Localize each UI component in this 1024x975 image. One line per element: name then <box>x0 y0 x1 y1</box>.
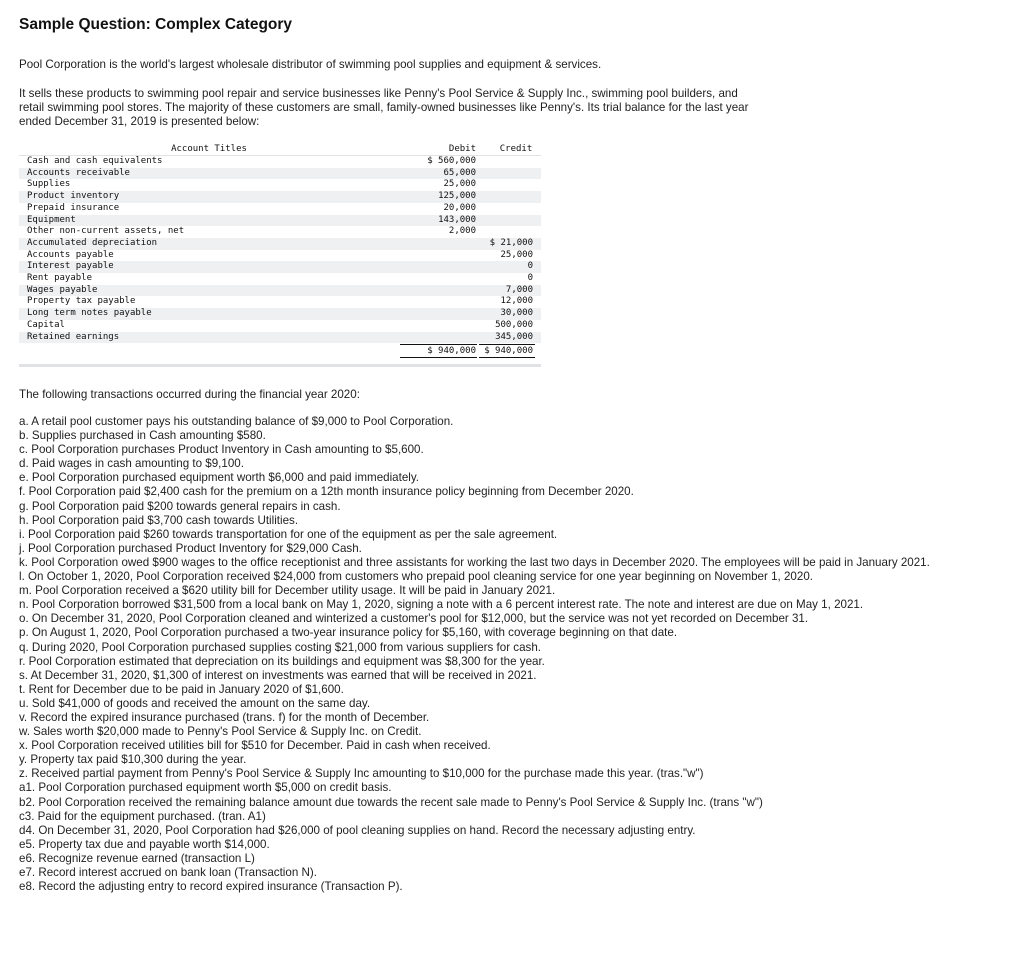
account-title: Other non-current assets, net <box>27 226 185 237</box>
page-title: Sample Question: Complex Category <box>19 16 293 33</box>
account-title: Product inventory <box>27 191 120 202</box>
transaction-item: e5. Property tax due and payable worth $14,000. <box>19 837 270 851</box>
transaction-item: y. Property tax paid $10,300 during the year. <box>19 753 247 767</box>
table-row <box>19 261 541 273</box>
transaction-item: n. Pool Corporation borrowed $31,500 from a local bank on May 1, 2020, signing a note with a 6 percent interest rate. The note and interest are due on May 1, 2021. <box>19 598 864 612</box>
debit-value: 143,000 <box>438 214 476 225</box>
transaction-item: e7. Record interest accrued on bank loan (Transaction N). <box>19 866 317 879</box>
debit-value: $ 560,000 <box>427 156 476 166</box>
table-row <box>19 215 541 227</box>
transaction-item: b2. Pool Corporation received the remaining balance amount due towards the recent sale made to Penny's Pool Service & Supply Inc. (trans "w") <box>19 795 763 809</box>
account-title: Accounts receivable <box>27 167 130 178</box>
account-title: Prepaid insurance <box>27 202 120 213</box>
table-row <box>19 332 541 344</box>
transaction-item: l. On October 1, 2020, Pool Corporation received $24,000 from customers who prepaid pool cleaning service for one year beginning on November 1, 2020. <box>19 570 813 584</box>
transaction-item: c3. Paid for the equipment purchased. (tran. A1) <box>19 809 266 823</box>
transaction-item: z. Received partial payment from Penny's Pool Service & Supply Inc amounting to $10,000 for the purchase made this year. (tras."w") <box>19 767 704 781</box>
table-row <box>19 273 541 285</box>
table-row <box>19 156 541 168</box>
totals-row <box>19 345 541 357</box>
transaction-item: a. A retail pool customer pays his outstanding balance of $9,000 to Pool Corporation. <box>19 415 454 428</box>
intro-paragraph: Pool Corporation is the world's largest wholesale distributor of swimming pool supplies and equipment & services. <box>19 58 602 71</box>
account-title: Capital <box>27 319 65 330</box>
debit-value: 2,000 <box>448 226 476 237</box>
table-row <box>19 168 541 180</box>
table-row <box>19 250 541 262</box>
transaction-item: x. Pool Corporation received utilities bill for $510 for December. Paid in cash when received. <box>19 739 491 753</box>
transaction-item: m. Pool Corporation received a $620 utility bill for December utility usage. It will be paid in January 2021. <box>19 584 556 598</box>
account-titles-header: Account Titles <box>171 144 247 154</box>
transaction-item: d. Paid wages in cash amounting to $9,100. <box>19 457 244 471</box>
account-title: Supplies <box>27 179 71 190</box>
transaction-item: c. Pool Corporation purchases Product Inventory in Cash amounting to $5,600. <box>19 443 424 457</box>
transaction-item: v. Record the expired insurance purchased (trans. f) for the month of December. <box>19 710 430 724</box>
table-row <box>19 179 541 191</box>
trial-balance-table <box>19 143 541 369</box>
table-row <box>19 296 541 308</box>
table-row <box>19 203 541 215</box>
transaction-item: r. Pool Corporation estimated that depreciation on its buildings and equipment was $8,300 for the year. <box>19 654 545 668</box>
account-title: Property tax payable <box>27 296 136 307</box>
account-title: Long term notes payable <box>27 308 152 319</box>
credit-value: 30,000 <box>500 308 533 319</box>
table-row <box>19 285 541 297</box>
credit-value: 500,000 <box>495 319 533 330</box>
description-paragraph: It sells these products to swimming pool repair and service businesses like Penny's Pool Service & Supply Inc., swimming pool builders, and retail swimming pool stores. The majority of these customers are small, family-owned businesses like Penny's. Its trial balance for the last year ended December 31, 2019 is presented below: <box>19 87 749 129</box>
credit-value: 25,000 <box>500 249 533 260</box>
table-row <box>19 238 541 250</box>
credit-value: $ 21,000 <box>489 237 533 248</box>
transaction-item: e. Pool Corporation purchased equipment worth $6,000 and paid immediately. <box>19 471 420 485</box>
table-row <box>19 191 541 203</box>
debit-value: 65,000 <box>443 167 476 178</box>
debit-value: 25,000 <box>443 179 476 190</box>
transaction-item: w. Sales worth $20,000 made to Penny's Pool Service & Supply Inc. on Credit. <box>19 725 422 739</box>
account-title: Rent payable <box>27 273 93 283</box>
transaction-item: a1. Pool Corporation purchased equipment worth $5,000 on credit basis. <box>19 781 392 795</box>
transaction-item: p. On August 1, 2020, Pool Corporation purchased a two-year insurance policy for $5,160, with coverage beginning on that date. <box>19 626 678 640</box>
debit-double-underline <box>400 357 477 358</box>
credit-value: 345,000 <box>495 331 533 342</box>
account-title: Accumulated depreciation <box>27 237 158 248</box>
credit-value: 7,000 <box>505 284 533 295</box>
transaction-item: d4. On December 31, 2020, Pool Corporation had $26,000 of pool cleaning supplies on hand. Record the necessary adjusting entry. <box>19 823 696 837</box>
debit-header: Debit <box>448 144 476 154</box>
debit-value: 125,000 <box>438 191 476 202</box>
credit-header: Credit <box>499 144 533 154</box>
account-title: Cash and cash equivalents <box>27 156 163 166</box>
transaction-item: s. At December 31, 2020, $1,300 of interest on investments was earned that will be received in 2021. <box>19 668 537 682</box>
transaction-item: e6. Recognize revenue earned (transaction L) <box>19 851 255 865</box>
credit-value: 0 <box>527 261 533 272</box>
transaction-item: f. Pool Corporation paid $2,400 cash for the premium on a 12th month insurance policy beginning from December 2020. <box>19 485 634 499</box>
credit-value: 12,000 <box>500 296 533 307</box>
transaction-item: u. Sold $41,000 of goods and received the amount on the same day. <box>19 696 371 710</box>
debit-total: $ 940,000 <box>427 346 476 356</box>
account-title: Interest payable <box>27 261 114 272</box>
transaction-item: t. Rent for December due to be paid in January 2020 of $1,600. <box>19 682 344 696</box>
table-row <box>19 320 541 332</box>
transaction-item: j. Pool Corporation purchased Product Inventory for $29,000 Cash. <box>19 541 362 555</box>
credit-double-underline <box>479 357 535 358</box>
table-bottom-rule <box>19 364 541 367</box>
credit-total: $ 940,000 <box>484 346 533 356</box>
transactions-list <box>19 415 1009 894</box>
account-title: Accounts payable <box>27 249 114 260</box>
transaction-item: o. On December 31, 2020, Pool Corporation cleaned and winterized a customer's pool for $12,000, but the service was not yet recorded on December 31. <box>19 612 809 626</box>
account-title: Retained earnings <box>27 331 120 342</box>
transaction-item: k. Pool Corporation owed $900 wages to the office receptionist and three assistants for working the last two days in December 2020. The employees will be paid in January 2021. <box>19 555 930 569</box>
credit-value: 0 <box>527 273 533 283</box>
transaction-item: q. During 2020, Pool Corporation purchased supplies costing $21,000 from various suppliers for cash. <box>19 640 542 654</box>
account-title: Equipment <box>27 214 76 225</box>
table-row <box>19 308 541 320</box>
debit-value: 20,000 <box>443 202 476 213</box>
table-row <box>19 226 541 238</box>
transaction-item: g. Pool Corporation paid $200 towards general repairs in cash. <box>19 499 341 513</box>
transaction-item: e8. Record the adjusting entry to record expired insurance (Transaction P). <box>19 880 403 894</box>
transaction-item: h. Pool Corporation paid $3,700 cash towards Utilities. <box>19 513 299 527</box>
transactions-intro: The following transactions occurred during the financial year 2020: <box>19 388 360 401</box>
account-title: Wages payable <box>27 284 98 295</box>
transaction-item: b. Supplies purchased in Cash amounting $580. <box>19 429 266 443</box>
transaction-item: i. Pool Corporation paid $260 towards transportation for one of the equipment as per the sale agreement. <box>19 527 558 541</box>
